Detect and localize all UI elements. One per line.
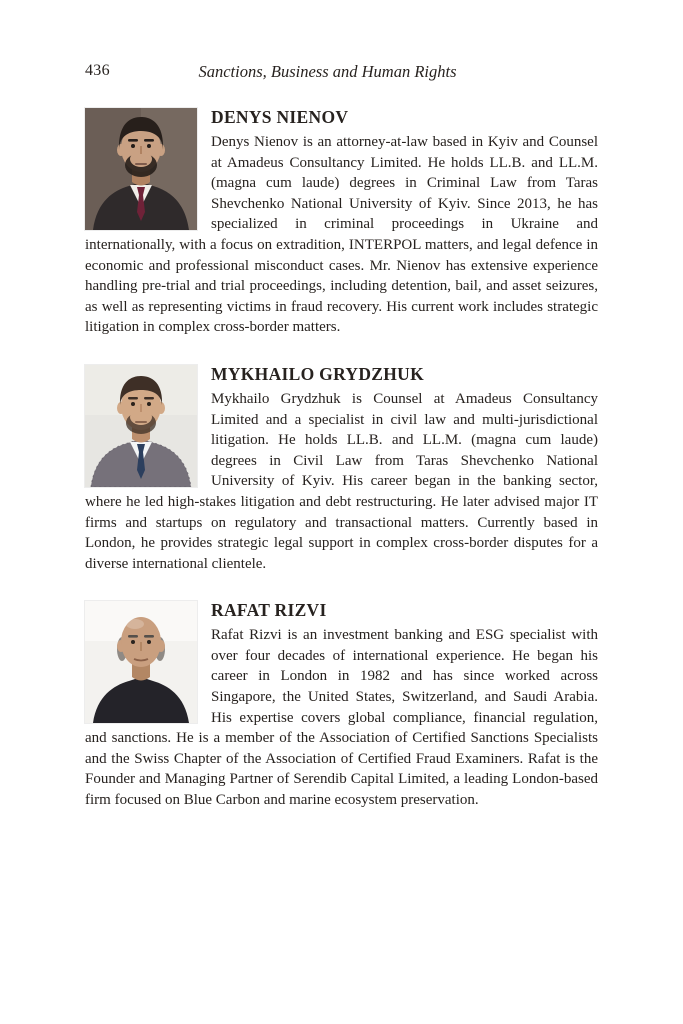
bio-mykhailo-grydzhuk bbox=[85, 363, 598, 574]
running-title: Sanctions, Business and Human Rights bbox=[198, 62, 457, 81]
photo-mykhailo-grydzhuk bbox=[85, 365, 197, 487]
bio-name-heading: DENYS NIENOV bbox=[211, 107, 349, 127]
portrait-illustration bbox=[85, 365, 197, 487]
page-number: 436 bbox=[85, 62, 110, 79]
bio-denys-nienov bbox=[85, 106, 598, 338]
page-header bbox=[85, 62, 598, 82]
bio-name-heading: RAFAT RIZVI bbox=[211, 600, 327, 621]
bio-text: Denys Nienov is an attorney-at-law based in Kyiv and Counsel at Amadeus Consultancy Limited. He holds LL.B. and LL.M. (magna cum laude) degrees in Criminal Law from Taras Shevchenko National University of Kyiv. Since 2013, he has specialized in criminal proceedings in Ukraine and internationally, with a focus on extradition, INTERPOL matters, and legal defence in economic and professional misconduct cases. Mr. Nienov has extensive experience handling pre-trial and trial proceedings, including detention, bail, and asset seizures, as well as representing victims in fraud recovery. His current work includes strategic litigation in complex cross-border matters. bbox=[85, 134, 598, 336]
photo-denys-nienov bbox=[85, 108, 197, 230]
portrait-illustration bbox=[85, 108, 197, 230]
bio-text: Rafat Rizvi is an investment banking and ESG specialist with over four decades of international experience. He began his career in London in 1982 and has since worked across Singapore, the United States, Switzerland, and Saudi Arabia. His expertise covers global compliance, financial regulation, and sanctions. He is a member of the Association of Certified Sanctions Specialists and the Swiss Chapter of the Association of Certified Fraud Examiners. Rafat is the Founder and Managing Partner of Serendib Capital Limited, a leading London-based firm focused on Blue Carbon and marine ecosystem preservation. bbox=[85, 627, 598, 809]
bio-text: Mykhailo Grydzhuk is Counsel at Amadeus Consultancy Limited and a specialist in civil law and multi-jurisdictional litigation. He holds LL.B. and LL.M. (magna cum laude) degrees in Civil Law from Taras Shevchenko National University of Kyiv. His career began in the banking sector, where he led high-stakes litigation and debt restructuring. He later advised major IT firms and startups on regulatory and transactional matters. Currently based in London, he provides strategic legal support in complex cross-border disputes for a diverse international clientele. bbox=[85, 390, 598, 572]
bio-name-heading: MYKHAILO GRYDZHUK bbox=[211, 363, 425, 384]
bio-rafat-rizvi bbox=[85, 599, 598, 810]
photo-rafat-rizvi bbox=[85, 601, 197, 723]
portrait-illustration bbox=[85, 601, 197, 723]
